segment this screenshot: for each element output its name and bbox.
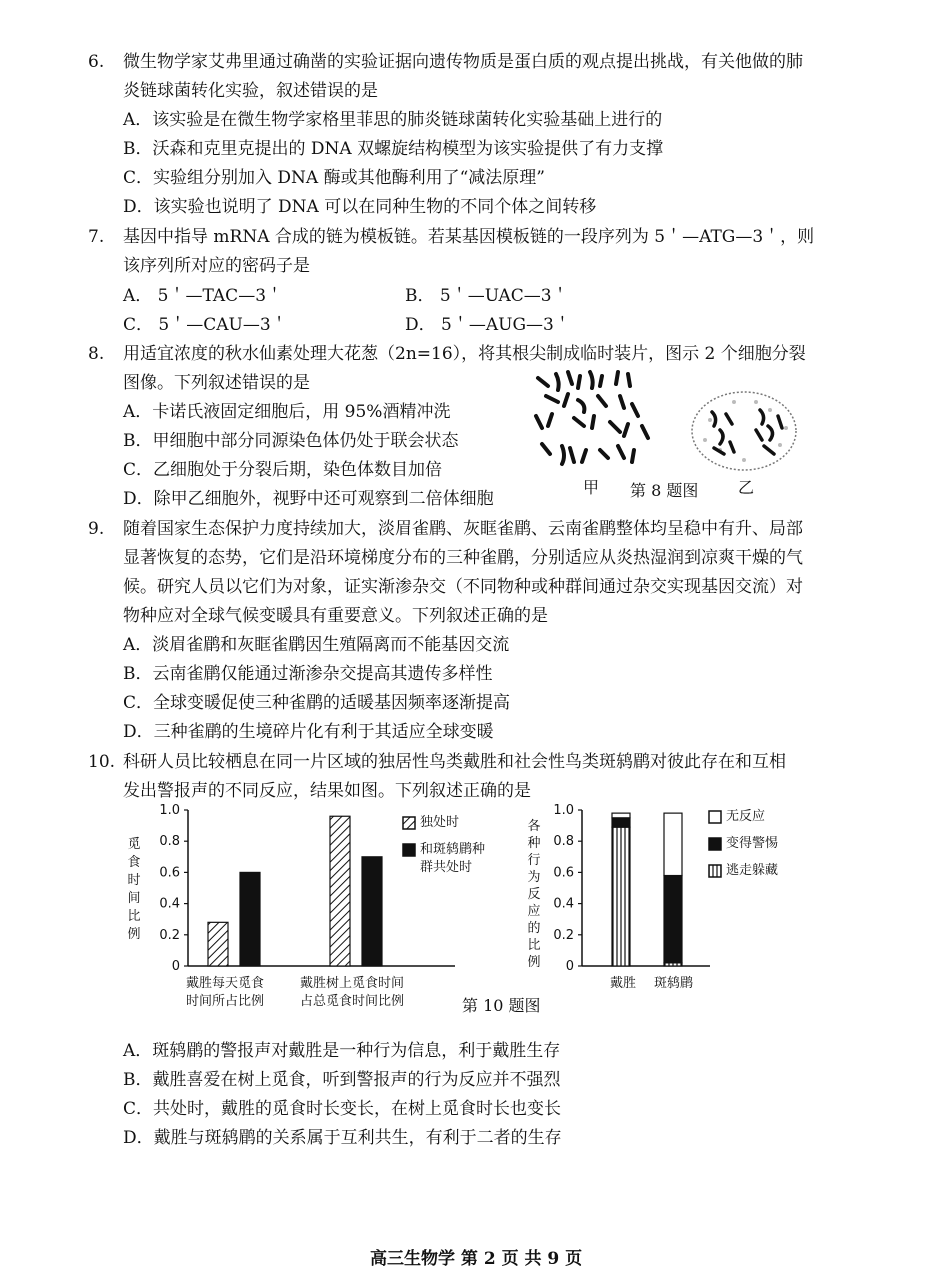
chart2-ytick-label: 0 (565, 959, 574, 974)
legend-together-label-line1: 和斑鸫鹛种 (420, 842, 486, 857)
chart-behavior-response (520, 800, 720, 990)
q6-option-a: A．该实验是在微生物学家格里菲思的肺炎链球菌转化实验基础上进行的 (123, 110, 663, 130)
chart1-bar (240, 872, 260, 966)
q8-figure-caption: 第 8 题图 (630, 481, 699, 500)
chart1-xlabel-1-line2: 占总觅食时间比例 (300, 994, 405, 1009)
cell-yi-label: 乙 (738, 478, 755, 497)
q10-option-d: D．戴胜与斑鸫鹛的关系属于互利共生，有利于二者的生存 (123, 1128, 562, 1148)
legend-alert-label: 变得警惕 (726, 836, 779, 851)
q6-number: 6. (88, 52, 105, 72)
q7-stem-line1: 基因中指导 mRNA 合成的链为模板链。若某基因模板链的一段序列为 5＇—ATG—3＇，则 (123, 227, 815, 247)
q6-stem-line1: 微生物学家艾弗里通过确凿的实验证据向遗传物质是蛋白质的观点提出挑战，有关他做的肺 (123, 52, 803, 72)
chart1-ytick-label: 0 (171, 959, 180, 974)
q9-stem-line3: 候。研究人员以它们为对象，证实渐渗杂交（不同物种或种群间通过杂交实现基因交流）对 (123, 577, 803, 597)
q10-option-b: B．戴胜喜爱在树上觅食，听到警报声的行为反应并不强烈 (123, 1070, 561, 1090)
chart1-ytick-label: 0.2 (159, 927, 180, 943)
q9-option-c: C．全球变暖促使三种雀鹛的适暖基因频率逐渐提高 (123, 693, 511, 713)
legend-hatch-swatch (402, 816, 416, 830)
chart1-bar (208, 922, 228, 966)
q10-option-c: C．共处时，戴胜的觅食时长变长，在树上觅食时长也变长 (123, 1099, 562, 1119)
chart1-bar (330, 816, 350, 966)
chart1-ylabel: 觅食时间比例 (127, 837, 141, 942)
q9-stem-line4: 物种应对全球气候变暖具有重要意义。下列叙述正确的是 (123, 606, 548, 626)
q6-option-d: D．该实验也说明了 DNA 可以在同种生物的不同个体之间转移 (123, 197, 597, 217)
q9-stem-line2: 显著恢复的态势，它们是沿环境梯度分布的三种雀鹛，分别适应从炎热湿润到凉爽干燥的气 (123, 548, 803, 568)
chart2-bar-segment (664, 813, 682, 875)
q7-stem-line2: 该序列所对应的密码子是 (123, 256, 310, 276)
q8-stem-line1: 用适宜浓度的秋水仙素处理大花葱（2n=16），将其根尖制成临时装片，图示 2 个细胞分裂 (123, 344, 806, 364)
q8-number: 8. (88, 344, 105, 364)
q8-option-d: D．除甲乙细胞外，视野中还可观察到二倍体细胞 (123, 489, 494, 509)
chart2-ytick-label: 0.2 (553, 927, 574, 943)
legend-flee-swatch (708, 864, 722, 878)
cell-yi-illustration (690, 390, 798, 472)
legend-none-label: 无反应 (726, 809, 766, 824)
legend-alone-label: 独处时 (420, 815, 460, 830)
q7-option-c: C． 5＇—CAU—3＇ (123, 315, 288, 335)
chart2-bar-segment (612, 818, 630, 827)
q6-option-b: B．沃森和克里克提出的 DNA 双螺旋结构模型为该实验提供了有力支撑 (123, 139, 664, 159)
chart1-ytick-label: 0.6 (159, 865, 180, 881)
q8-option-c: C．乙细胞处于分裂后期，染色体数目加倍 (123, 460, 443, 480)
chart2-bar-segment (612, 827, 630, 966)
q10-stem-line2: 发出警报声的不同反应，结果如图。下列叙述正确的是 (123, 781, 531, 801)
chart2-ytick-label: 1.0 (553, 803, 574, 818)
chart1-bar (362, 857, 382, 966)
q6-stem-line2: 炎链球菌转化实验，叙述错误的是 (123, 81, 378, 101)
cell-jia-label: 甲 (583, 478, 600, 497)
legend-alert-swatch (708, 837, 722, 851)
chart2-ytick-label: 0.4 (553, 896, 574, 912)
chart1-xlabel-0-line1: 戴胜每天觅食 (186, 976, 265, 991)
chart1-xlabel-0-line2: 时间所占比例 (186, 994, 265, 1009)
chart2-ylabel: 各种行为反应的比例 (527, 819, 541, 970)
chart2-bar-segment (664, 876, 682, 963)
legend-flee-label: 逃走躲藏 (726, 863, 779, 878)
chart1-ytick-label: 0.8 (159, 834, 180, 850)
chart2-xlabel-daisheng: 戴胜 (610, 976, 637, 991)
q8-stem-line2: 图像。下列叙述错误的是 (123, 373, 310, 393)
q10-stem-line1: 科研人员比较栖息在同一片区域的独居性鸟类戴胜和社会性鸟类斑鸫鹛对彼此存在和互相 (123, 752, 786, 772)
q9-number: 9. (88, 519, 105, 539)
q7-option-a: A． 5＇—TAC—3＇ (123, 286, 284, 306)
chart1-xlabel-1-line1: 戴胜树上觅食时间 (300, 976, 405, 991)
legend-together-label-line2: 群共处时 (420, 860, 473, 875)
legend-none-swatch (708, 810, 722, 824)
cell-jia-illustration (528, 366, 673, 476)
q9-stem-line1: 随着国家生态保护力度持续加大，淡眉雀鹛、灰眶雀鹛、云南雀鹛整体均呈稳中有升、局部 (123, 519, 803, 539)
chart2-ytick-label: 0.8 (553, 834, 574, 850)
legend-solid-swatch (402, 843, 416, 857)
q9-option-a: A．淡眉雀鹛和灰眶雀鹛因生殖隔离而不能基因交流 (123, 635, 510, 655)
q7-option-b: B． 5＇—UAC—3＇ (405, 286, 569, 306)
q7-number: 7. (88, 227, 105, 247)
page-footer: 高三生物学 第 2 页 共 9 页 (370, 1249, 583, 1269)
q9-option-b: B．云南雀鹛仅能通过渐渗杂交提高其遗传多样性 (123, 664, 493, 684)
q10-number: 10. (88, 752, 116, 772)
q6-option-c: C．实验组分别加入 DNA 酶或其他酶利用了“减法原理” (123, 168, 545, 188)
q9-option-d: D．三种雀鹛的生境碎片化有利于其适应全球变暖 (123, 722, 494, 742)
chart1-ytick-label: 1.0 (159, 803, 180, 818)
q10-option-a: A．斑鸫鹛的警报声对戴胜是一种行为信息，利于戴胜生存 (123, 1041, 561, 1061)
chart2-ytick-label: 0.6 (553, 865, 574, 881)
q8-option-b: B．甲细胞中部分同源染色体仍处于联会状态 (123, 431, 459, 451)
chart2-bar-segment (612, 813, 630, 818)
q8-option-a: A．卡诺氏液固定细胞后，用 95%酒精冲洗 (123, 402, 451, 422)
chart2-xlabel-bandongmei: 斑鸫鹛 (654, 976, 694, 991)
chart1-ytick-label: 0.4 (159, 896, 180, 912)
q7-option-d: D． 5＇—AUG—3＇ (405, 315, 571, 335)
chart-foraging-time (120, 800, 465, 1015)
q10-figure-caption: 第 10 题图 (462, 996, 541, 1015)
